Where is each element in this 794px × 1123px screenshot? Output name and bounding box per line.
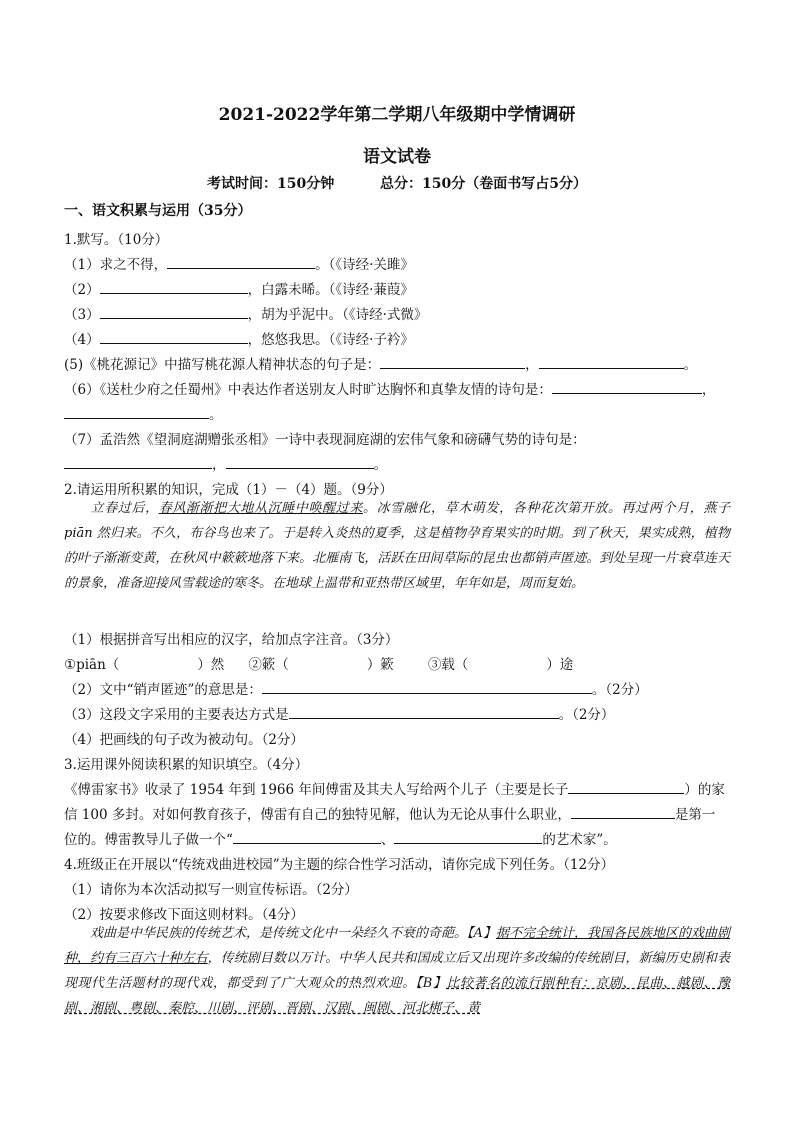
total-score: 总分：150分（卷面书写占5分）	[380, 176, 587, 192]
q4-sub1: （1）请你为本次活动拟写一则宣传标语。（2分）	[64, 882, 358, 898]
q3-line-2: 信 100 多封。对如何教育孩子，傅雷有自己的独特见解，他认为无论从事什么职业， 是第一	[64, 807, 716, 823]
q1-item-1: （1）求之不得， 。（《诗经·关雎》	[64, 257, 414, 273]
answer-blank[interactable]	[568, 781, 684, 794]
underlined-sentence-b: 比较著名的流行剧种有：京剧、昆曲、越剧、豫剧、湘剧、粤剧、秦腔、川剧、评剧、晋剧、汉剧、闽剧、河北梆子、黄	[64, 976, 730, 1016]
q3-stem: 3.运用课外阅读积累的知识填空。（4分）	[64, 757, 309, 773]
q2-sub1-stem: （1）根据拼音写出相应的汉字，给加点字注音。（3分）	[64, 632, 399, 648]
answer-blank[interactable]	[571, 806, 675, 819]
q1-item-2: （2） ，白露未晞。（《诗经·蒹葭》	[64, 282, 414, 298]
answer-blank[interactable]	[100, 306, 248, 319]
q4-sub2: （2）按要求修改下面这则材料。（4分）	[64, 907, 304, 923]
answer-blank[interactable]	[100, 281, 248, 294]
exam-subtitle: 语文试卷	[363, 147, 431, 167]
answer-blank[interactable]	[100, 331, 248, 344]
q1-item-6-cont: 。	[64, 403, 223, 423]
answer-blank[interactable]	[394, 831, 542, 844]
q3-line-1: 《傅雷家书》收录了 1954 年到 1966 年间傅雷及其夫人写给两个儿子（主要是长子 ）的家	[64, 782, 725, 798]
exam-info	[0, 173, 794, 193]
q1-stem: 1.默写。（10分）	[64, 232, 169, 248]
q2-sub3: （3）这段文字采用的主要表达方式是 。（2分）	[64, 707, 615, 723]
q2-sub1-answers: ①piān（ ）然 ②簌（ ）簌 ③载（ ）途	[64, 657, 574, 673]
answer-blank[interactable]	[380, 356, 525, 369]
answer-blank[interactable]	[539, 356, 684, 369]
answer-blank[interactable]	[233, 831, 381, 844]
q1-item-3: （3） ，胡为乎泥中。（《诗经·式微》	[64, 307, 428, 323]
q2-sub4: （4）把画线的句子改为被动句。（2分）	[64, 732, 304, 748]
q3-line-3: 位的。傅雷教导儿子做一个“ 、 的艺术家”。	[64, 832, 617, 848]
q1-item-5: (5)《桃花源记》中描写桃花源人精神状态的句子是： ， 。	[64, 357, 698, 373]
section-heading: 一、语文积累与运用（35分）	[64, 203, 252, 219]
answer-blank[interactable]	[226, 456, 374, 469]
exam-title: 2021-2022学年第二学期八年级期中学情调研	[218, 105, 576, 125]
answer-blank[interactable]	[552, 381, 702, 394]
q1-item-4: （4） ，悠悠我思。（《诗经·子衿》	[64, 332, 414, 348]
answer-blank[interactable]	[289, 706, 559, 719]
answer-blank[interactable]	[167, 256, 315, 269]
q4-stem: 4.班级正在开展以“传统戏曲进校园”为主题的综合性学习活动，请你完成下列任务。（12分）	[64, 857, 615, 873]
underlined-sentence-a: 据不完全统计，我国各民族地区的戏曲剧种，约有三百六十种左右	[64, 926, 730, 966]
q1-item-6: （6）《送杜少府之任蜀州》中表达作者送别友人时旷达胸怀和真挚友情的诗句是： ，	[64, 382, 716, 398]
q4-passage: 戏曲是中华民族的传统艺术，是传统文化中一朵经久不衰的奇葩。【A】据不完全统计，我国各民族地区的戏曲剧种，约有三百六十种左右，传统剧目数以万计。中华人民共和国成立后又出现许多改编的传统剧目，新编历史剧和表现现代生活题材的现代戏，都受到了广大观众的热烈欢迎。【B】比较著名的流行剧种有：京剧、昆曲、越剧、豫剧、湘剧、粤剧、秦腔、川剧、评剧、晋剧、汉剧、闽剧、河北梆子、黄	[64, 926, 730, 1016]
q1-item-7-cont: ， 。	[64, 453, 387, 473]
exam-time: 考试时间：150分钟	[207, 176, 335, 192]
underlined-sentence: 春风渐渐把大地从沉睡中唤醒过来	[158, 501, 363, 516]
q2-passage: 立春过后，春风渐渐把大地从沉睡中唤醒过来。冰雪融化，草木萌发，各种花次第开放。再过两个月，燕子 piān 然归来。不久，布谷鸟也来了。于是转入炎热的夏季，这是植物孕育果实的时期。到了秋天，果实成熟，植物的叶子渐渐变黄，在秋风中簌簌地落下来。北雁南飞，活跃在田间草际的昆虫也都销声匿迹。到处呈现一片衰草连天的景象，准备迎接风雪载途的寒冬。在地球上温带和亚热带区域里，年年如是，周而复始。	[64, 501, 730, 591]
answer-blank[interactable]	[64, 406, 209, 419]
q2-sub2: （2）文中“销声匿迹”的意思是： 。（2分）	[64, 682, 648, 698]
q2-stem: 2.请运用所积累的知识，完成（1）－（4）题。（9分）	[64, 482, 393, 498]
q1-item-7: （7）孟浩然《望洞庭湖赠张丞相》一诗中表现洞庭湖的宏伟气象和磅礴气势的诗句是：	[64, 432, 586, 448]
answer-blank[interactable]	[64, 456, 212, 469]
answer-blank[interactable]	[262, 681, 592, 694]
